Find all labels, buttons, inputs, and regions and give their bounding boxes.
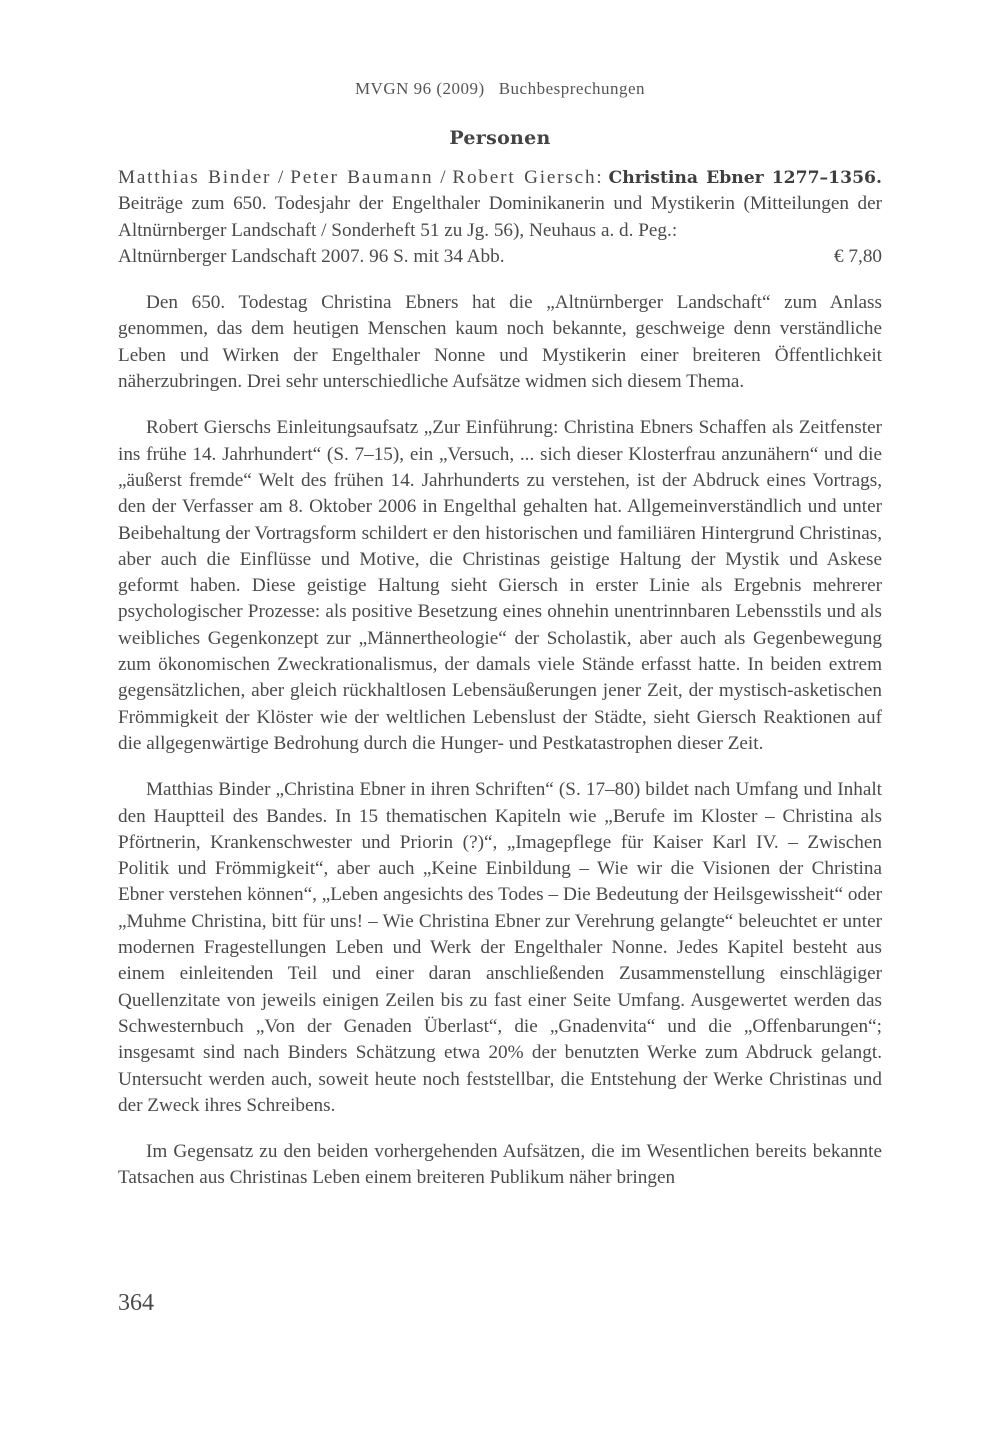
title-colon: : bbox=[596, 167, 609, 188]
review-paragraph: Matthias Binder „Christina Ebner in ihren Schriften“ (S. 17–80) bildet nach Umfang und Inhalt den Hauptteil des Bandes. In 15 thematischen Kapiteln wie „Berufe im Kloster – Christina als Pförtnerin, Krankenschwester und Priorin (?)“, „Imagepflege für Kaiser Karl IV. – Zwischen Politik und Frömmigkeit“, aber auch „Keine Einbildung – Wie wir die Visionen der Christina Ebner verstehen können“, „Leben angesichts des Todes – Die Bedeutung der Heilsgewissheit“ oder „Muhme Christina, bitt für uns! – Wie Christina Ebner zur Verehrung gelangte“ beleuchtet er unter modernen Fragestellungen Leben und Werk der Engelthaler Nonne. Jedes Kapitel besteht aus einem einleitenden Teil und einer daran anschließenden Zusammenstellung einschlägiger Quellenzitate von jeweils einigen Zeilen bis zu fast einer Seite Umfang. Ausgewertet werden das Schwesternbuch „Von der Genaden Überlast“, die „Gnadenvita“ und die „Offenbarungen“; insgesamt sind nach Binders Schätzung etwa 20% der benutzten Werke zum Abdruck gelangt. Untersucht werden auch, soweit heute noch feststellbar, die Entstehung der Werke Christinas und der Zweck ihres Schreibens. bbox=[118, 779, 882, 1116]
section-name: Buchbesprechungen bbox=[498, 79, 646, 98]
review-paragraph: Im Gegensatz zu den beiden vorhergehenden Aufsätzen, die im Wesentlichen bereits bekannte Tatsachen aus Christinas Leben einem breiteren Publikum näher bringen bbox=[118, 1141, 882, 1189]
journal-citation: MVGN 96 (2009) bbox=[354, 79, 485, 98]
author-name: Robert Giersch bbox=[452, 167, 597, 188]
page-number: 364 bbox=[118, 1290, 154, 1316]
book-title: Christina Ebner 1277–1356. bbox=[608, 168, 882, 188]
review-paragraph: Den 650. Todestag Christina Ebners hat die „Altnürnberger Landschaft“ zum Anlass genommen, das dem heutigen Menschen kaum noch bekannte, geschweige denn verständliche Leben und Wirken der Engelthaler Nonne und Mystikerin einer breiteren Öffentlichkeit näherzubringen. Drei sehr unterschiedliche Aufsätze widmen sich diesem Thema. bbox=[118, 292, 882, 393]
publisher-info: Altnürnberger Landschaft 2007. 96 S. mit 34 Abb. bbox=[118, 245, 505, 267]
author-separator: / bbox=[433, 167, 453, 188]
author-name: Matthias Binder bbox=[118, 167, 272, 188]
running-head bbox=[0, 79, 1000, 99]
review-paragraph: Robert Gierschs Einleitungsaufsatz „Zur Einführung: Christina Ebners Schaffen als Zeitfenster ins frühe 14. Jahrhundert“ (S. 7–15), ein „Versuch, ... sich dieser Klosterfrau anzunähern“ und die „äußerst fremde“ Welt des frühen 14. Jahrhunderts zu verstehen, ist der Abdruck eines Vortrags, den der Verfasser am 8. Oktober 2006 in Engelthal gehalten hat. Allgemeinverständlich und unter Beibehaltung der Vortragsform schildert er den historischen und familiären Hintergrund Christinas, aber auch die Einflüsse und Motive, die Christinas geistige Haltung der Mystik und Askese geformt haben. Diese geistige Haltung sieht Giersch in erster Linie als Ergebnis mehrerer psychologischer Prozesse: als positive Besetzung eines ohnehin unentrinnbaren Lebensstils und als weibliches Gegenkonzept zur „Männertheologie“ der Scholastik, aber auch als Gegenbewegung zum ökonomischen Zweckrationalismus, der damals viele Stände erfasst hatte. In beiden extrem gegensätzlichen, aber gleich rückhaltlosen Lebensäußerungen jener Zeit, der mystisch-asketischen Frömmigkeit der Klöster wie der weltlichen Lebenslust der Städte, sieht Giersch Reaktionen auf die allgegenwärtige Bedrohung durch die Hunger- und Pestkatastrophen dieser Zeit. bbox=[118, 417, 882, 754]
bibliographic-publisher-line bbox=[118, 244, 882, 270]
book-price: € 7,80 bbox=[834, 245, 882, 267]
text-column bbox=[118, 165, 882, 1192]
author-name: Peter Baumann bbox=[290, 167, 434, 188]
bibliographic-entry bbox=[118, 165, 882, 244]
book-details: Beiträge zum 650. Todesjahr der Engelthaler Dominikanerin und Mystikerin (Mitteilungen der Altnürnberger Landschaft / Sonderheft 51 zu Jg. 56), Neuhaus a. d. Peg.: bbox=[118, 193, 882, 241]
section-title: Personen bbox=[449, 127, 551, 149]
author-separator: / bbox=[271, 167, 291, 188]
